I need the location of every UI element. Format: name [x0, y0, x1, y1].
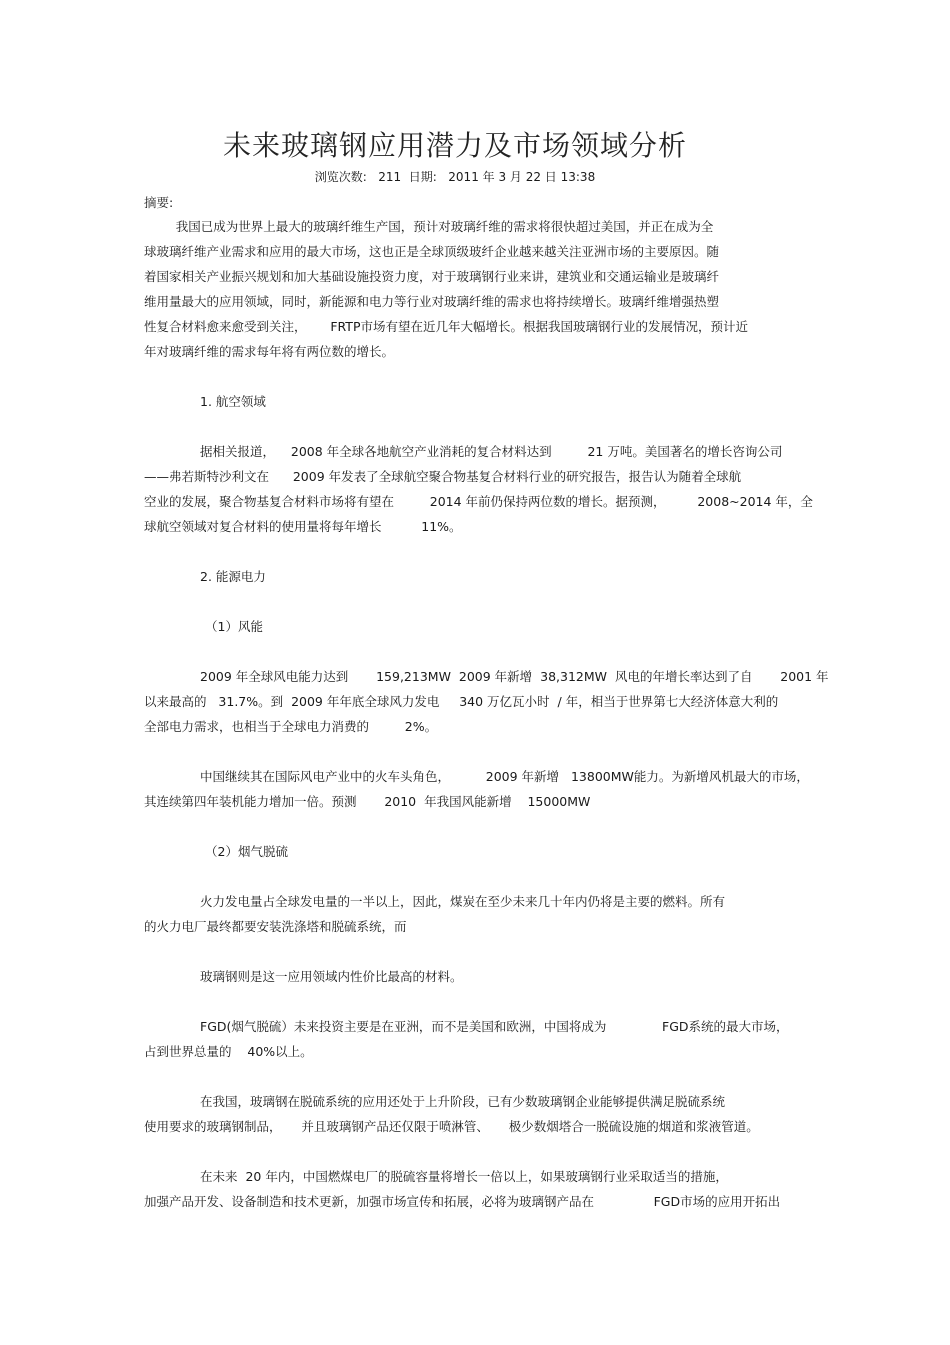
text-line: 中国继续其在国际风电产业中的火车头角色， 2009 年新增 13800MW能力。为新增风机最大的市场， [200, 769, 809, 784]
text-line: 全部电力需求，也相当于全球电力消费的 2%。 [144, 719, 438, 734]
text-line: 空业的发展，聚合物基复合材料市场将有望在 2014 年前仍保持两位数的增长。据预测， 2008~2014 年，全 [144, 494, 813, 509]
text-line: 其连续第四年装机能力增加一倍。预测 2010 年我国风能新增 15000MW [144, 794, 591, 809]
text-line: 火力发电量占全球发电量的一半以上，因此，煤炭在至少未来几十年内仍将是主要的燃料。所有 [200, 894, 726, 909]
text-line: 我国已成为世界上最大的玻璃纤维生产国，预计对玻璃纤维的需求将很快超过美国，并正在成为全 [144, 219, 714, 234]
section-heading: 1. 航空领域 [200, 394, 266, 409]
text-line: 据相关报道， 2008 年全球各地航空产业消耗的复合材料达到 21 万吨。美国著名的增长咨询公司 [200, 444, 783, 459]
text-line: 玻璃钢则是这一应用领域内性价比最高的材料。 [200, 969, 463, 984]
text-line: 着国家相关产业振兴规划和加大基础设施投资力度，对于玻璃钢行业来讲，建筑业和交通运输业是玻璃纤 [144, 269, 720, 284]
text-line: 摘要: [144, 195, 174, 210]
text-line: 年对玻璃纤维的需求每年将有两位数的增长。 [144, 344, 395, 359]
text-line: 球航空领域对复合材料的使用量将每年增长 11%。 [144, 519, 462, 534]
text-line: 占到世界总量的 40%以上。 [144, 1044, 313, 1059]
text-line: 在未来 20 年内，中国燃煤电厂的脱硫容量将增长一倍以上，如果玻璃钢行业采取适当的措施， [200, 1169, 728, 1184]
text-line: 加强产品开发、设备制造和技术更新，加强市场宣传和拓展，必将为玻璃钢产品在 FGD市场的应用开拓出 [144, 1194, 781, 1209]
text-line: 维用量最大的应用领域，同时，新能源和电力等行业对玻璃纤维的需求也将持续增长。玻璃纤维增强热塑 [144, 294, 720, 309]
text-line: 性复合材料愈来愈受到关注， FRTP市场有望在近几年大幅增长。根据我国玻璃钢行业的发展情况，预计近 [144, 319, 748, 334]
article-title: 未来玻璃钢应用潜力及市场领域分析 [222, 129, 687, 162]
text-line: FGD(烟气脱硫）未来投资主要是在亚洲，而不是美国和欧洲，中国将成为 FGD系统的最大市场， [200, 1019, 789, 1034]
text-line: 2009 年全球风电能力达到 159,213MW 2009 年新增 38,312MW 风电的年增长率达到了自 2001 年 [200, 669, 829, 684]
text-line: 使用要求的玻璃钢制品， 并且玻璃钢产品还仅限于喷淋管、 极少数烟塔合一脱硫设施的烟道和浆液管道。 [144, 1119, 759, 1134]
text-line: 的火力电厂最终都要安装洗涤塔和脱硫系统，而 [144, 919, 407, 934]
text-line: ——弗若斯特沙利文在 2009 年发表了全球航空聚合物基复合材料行业的研究报告，报告认为随着全球航 [144, 469, 742, 484]
section-heading: 2. 能源电力 [200, 569, 266, 584]
subsection-heading: （1）风能 [205, 619, 263, 634]
text-line: 在我国，玻璃钢在脱硫系统的应用还处于上升阶段，已有少数玻璃钢企业能够提供满足脱硫系统 [200, 1094, 726, 1109]
text-line: 球玻璃纤维产业需求和应用的最大市场，这也正是全球顶级玻纤企业越来越关注亚洲市场的主要原因。随 [144, 244, 720, 259]
article-meta: 浏览次数: 211 日期: 2011 年 3 月 22 日 13:38 [314, 170, 596, 184]
subsection-heading: （2）烟气脱硫 [205, 844, 288, 859]
text-line: 以来最高的 31.7%。到 2009 年年底全球风力发电 340 万亿瓦小时 / 年，相当于世界第七大经济体意大利的 [144, 694, 779, 709]
